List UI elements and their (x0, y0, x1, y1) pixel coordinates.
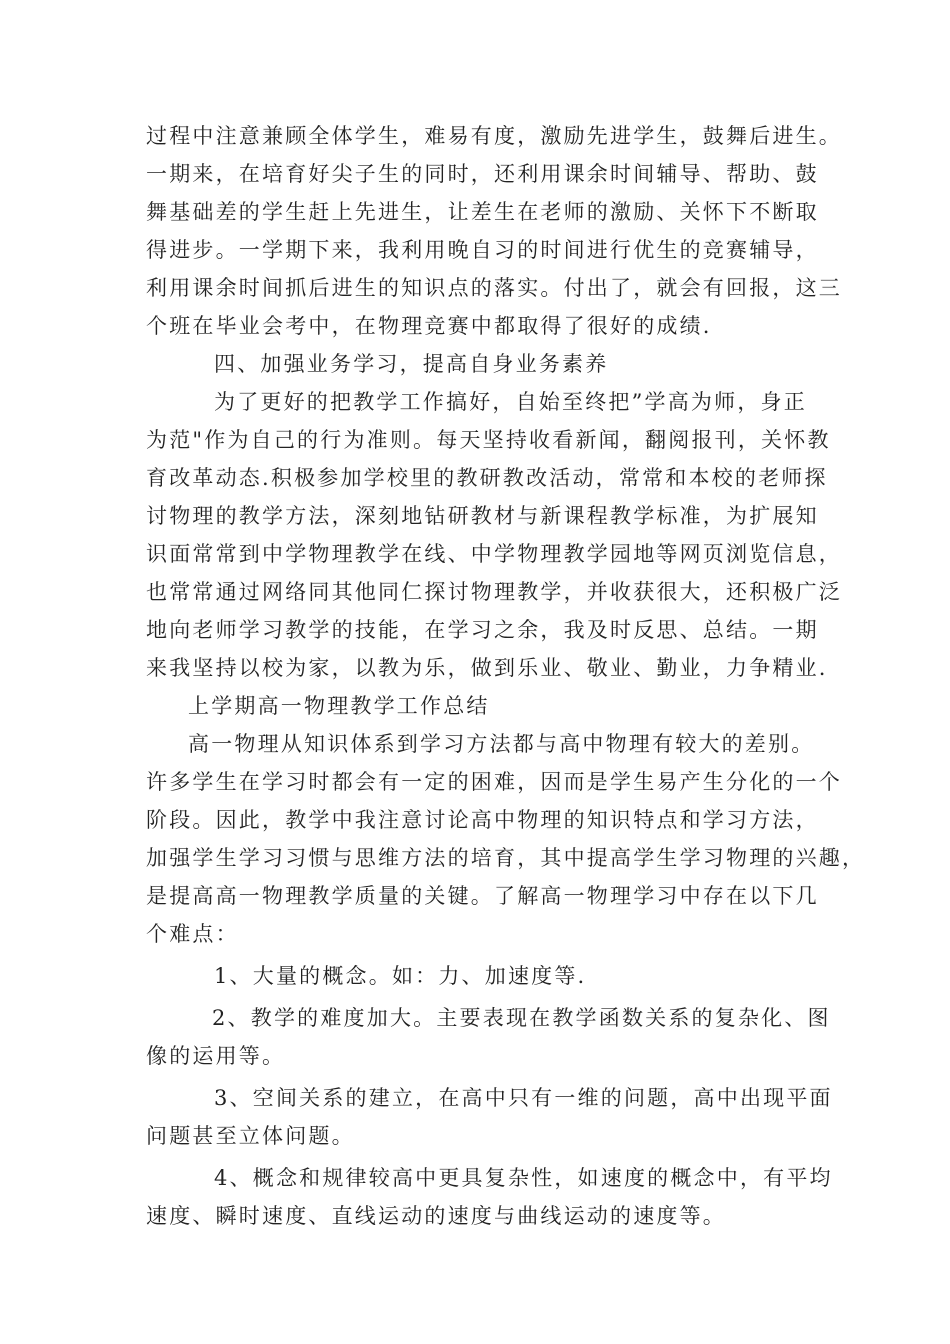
paragraph-line: 是提高高一物理教学质量的关键。了解高一物理学习中存在以下几 (146, 884, 819, 908)
list-item-continuation: 像的运用等。 (146, 1044, 286, 1068)
paragraph-line: 个班在毕业会考中，在物理竞赛中都取得了很好的成绩. (146, 314, 712, 338)
list-item: 4、概念和规律较高中更具复杂性，如速度的概念中，有平均 (214, 1166, 833, 1190)
paragraph-line: 舞基础差的学生赶上先进生，让差生在老师的激励、关怀下不断取 (146, 200, 819, 224)
paragraph-line: 为了更好的把教学工作搞好，自始至终把”学高为师，身正 (214, 390, 807, 414)
paragraph-line: 也常常通过网络同其他同仁探讨物理教学，并收获很大，还积极广泛 (146, 580, 842, 604)
paragraph-line: 为范"作为自己的行为准则。每天坚持收看新闻，翻阅报刊，关怀教 (146, 428, 831, 452)
paragraph-line: 许多学生在学习时都会有一定的困难，因而是学生易产生分化的一个 (146, 770, 842, 794)
paragraph-line: 个难点： (146, 922, 239, 946)
paragraph-line: 高一物理从知识体系到学习方法都与高中物理有较大的差别。 (188, 732, 815, 756)
paragraph-line: 加强学生学习习惯与思维方法的培育，其中提高学生学习物理的兴趣， (146, 846, 866, 870)
paragraph-line: 育改革动态.积极参加学校里的教研教改活动，常常和本校的老师探 (146, 466, 828, 490)
paragraph-line: 讨物理的教学方法，深刻地钻研教材与新课程教学标准，为扩展知 (146, 504, 819, 528)
list-item-continuation: 速度、瞬时速度、直线运动的速度与曲线运动的速度等。 (146, 1204, 726, 1228)
paragraph-line: 利用课余时间抓后进生的知识点的落实。付出了，就会有回报，这三 (146, 276, 842, 300)
list-item: 3、空间关系的建立，在高中只有一维的问题，高中出现平面 (214, 1086, 833, 1110)
paragraph-line: 来我坚持以校为家，以教为乐，做到乐业、敬业、勤业，力争精业. (146, 656, 828, 680)
paragraph-line: 识面常常到中学物理教学在线、中学物理教学园地等网页浏览信息， (146, 542, 842, 566)
document-title: 上学期高一物理教学工作总结 (188, 694, 490, 718)
list-item: 2、教学的难度加大。主要表现在教学函数关系的复杂化、图 (212, 1006, 831, 1030)
paragraph-line: 一期来，在培育好尖子生的同时，还利用课余时间辅导、帮助、鼓 (146, 162, 819, 186)
list-item-continuation: 问题甚至立体问题。 (146, 1124, 355, 1148)
paragraph-line: 阶段。因此，教学中我注意讨论高中物理的知识特点和学习方法， (146, 808, 819, 832)
section-heading: 四、加强业务学习，提高自身业务素养 (214, 352, 609, 376)
paragraph-line: 地向老师学习教学的技能，在学习之余，我及时反思、总结。一期 (146, 618, 819, 642)
paragraph-line: 得进步。一学期下来，我利用晚自习的时间进行优生的竞赛辅导， (146, 238, 819, 262)
list-item: 1、大量的概念。如：力、加速度等. (214, 964, 587, 988)
paragraph-line: 过程中注意兼顾全体学生，难易有度，激励先进学生，鼓舞后进生。 (146, 124, 842, 148)
